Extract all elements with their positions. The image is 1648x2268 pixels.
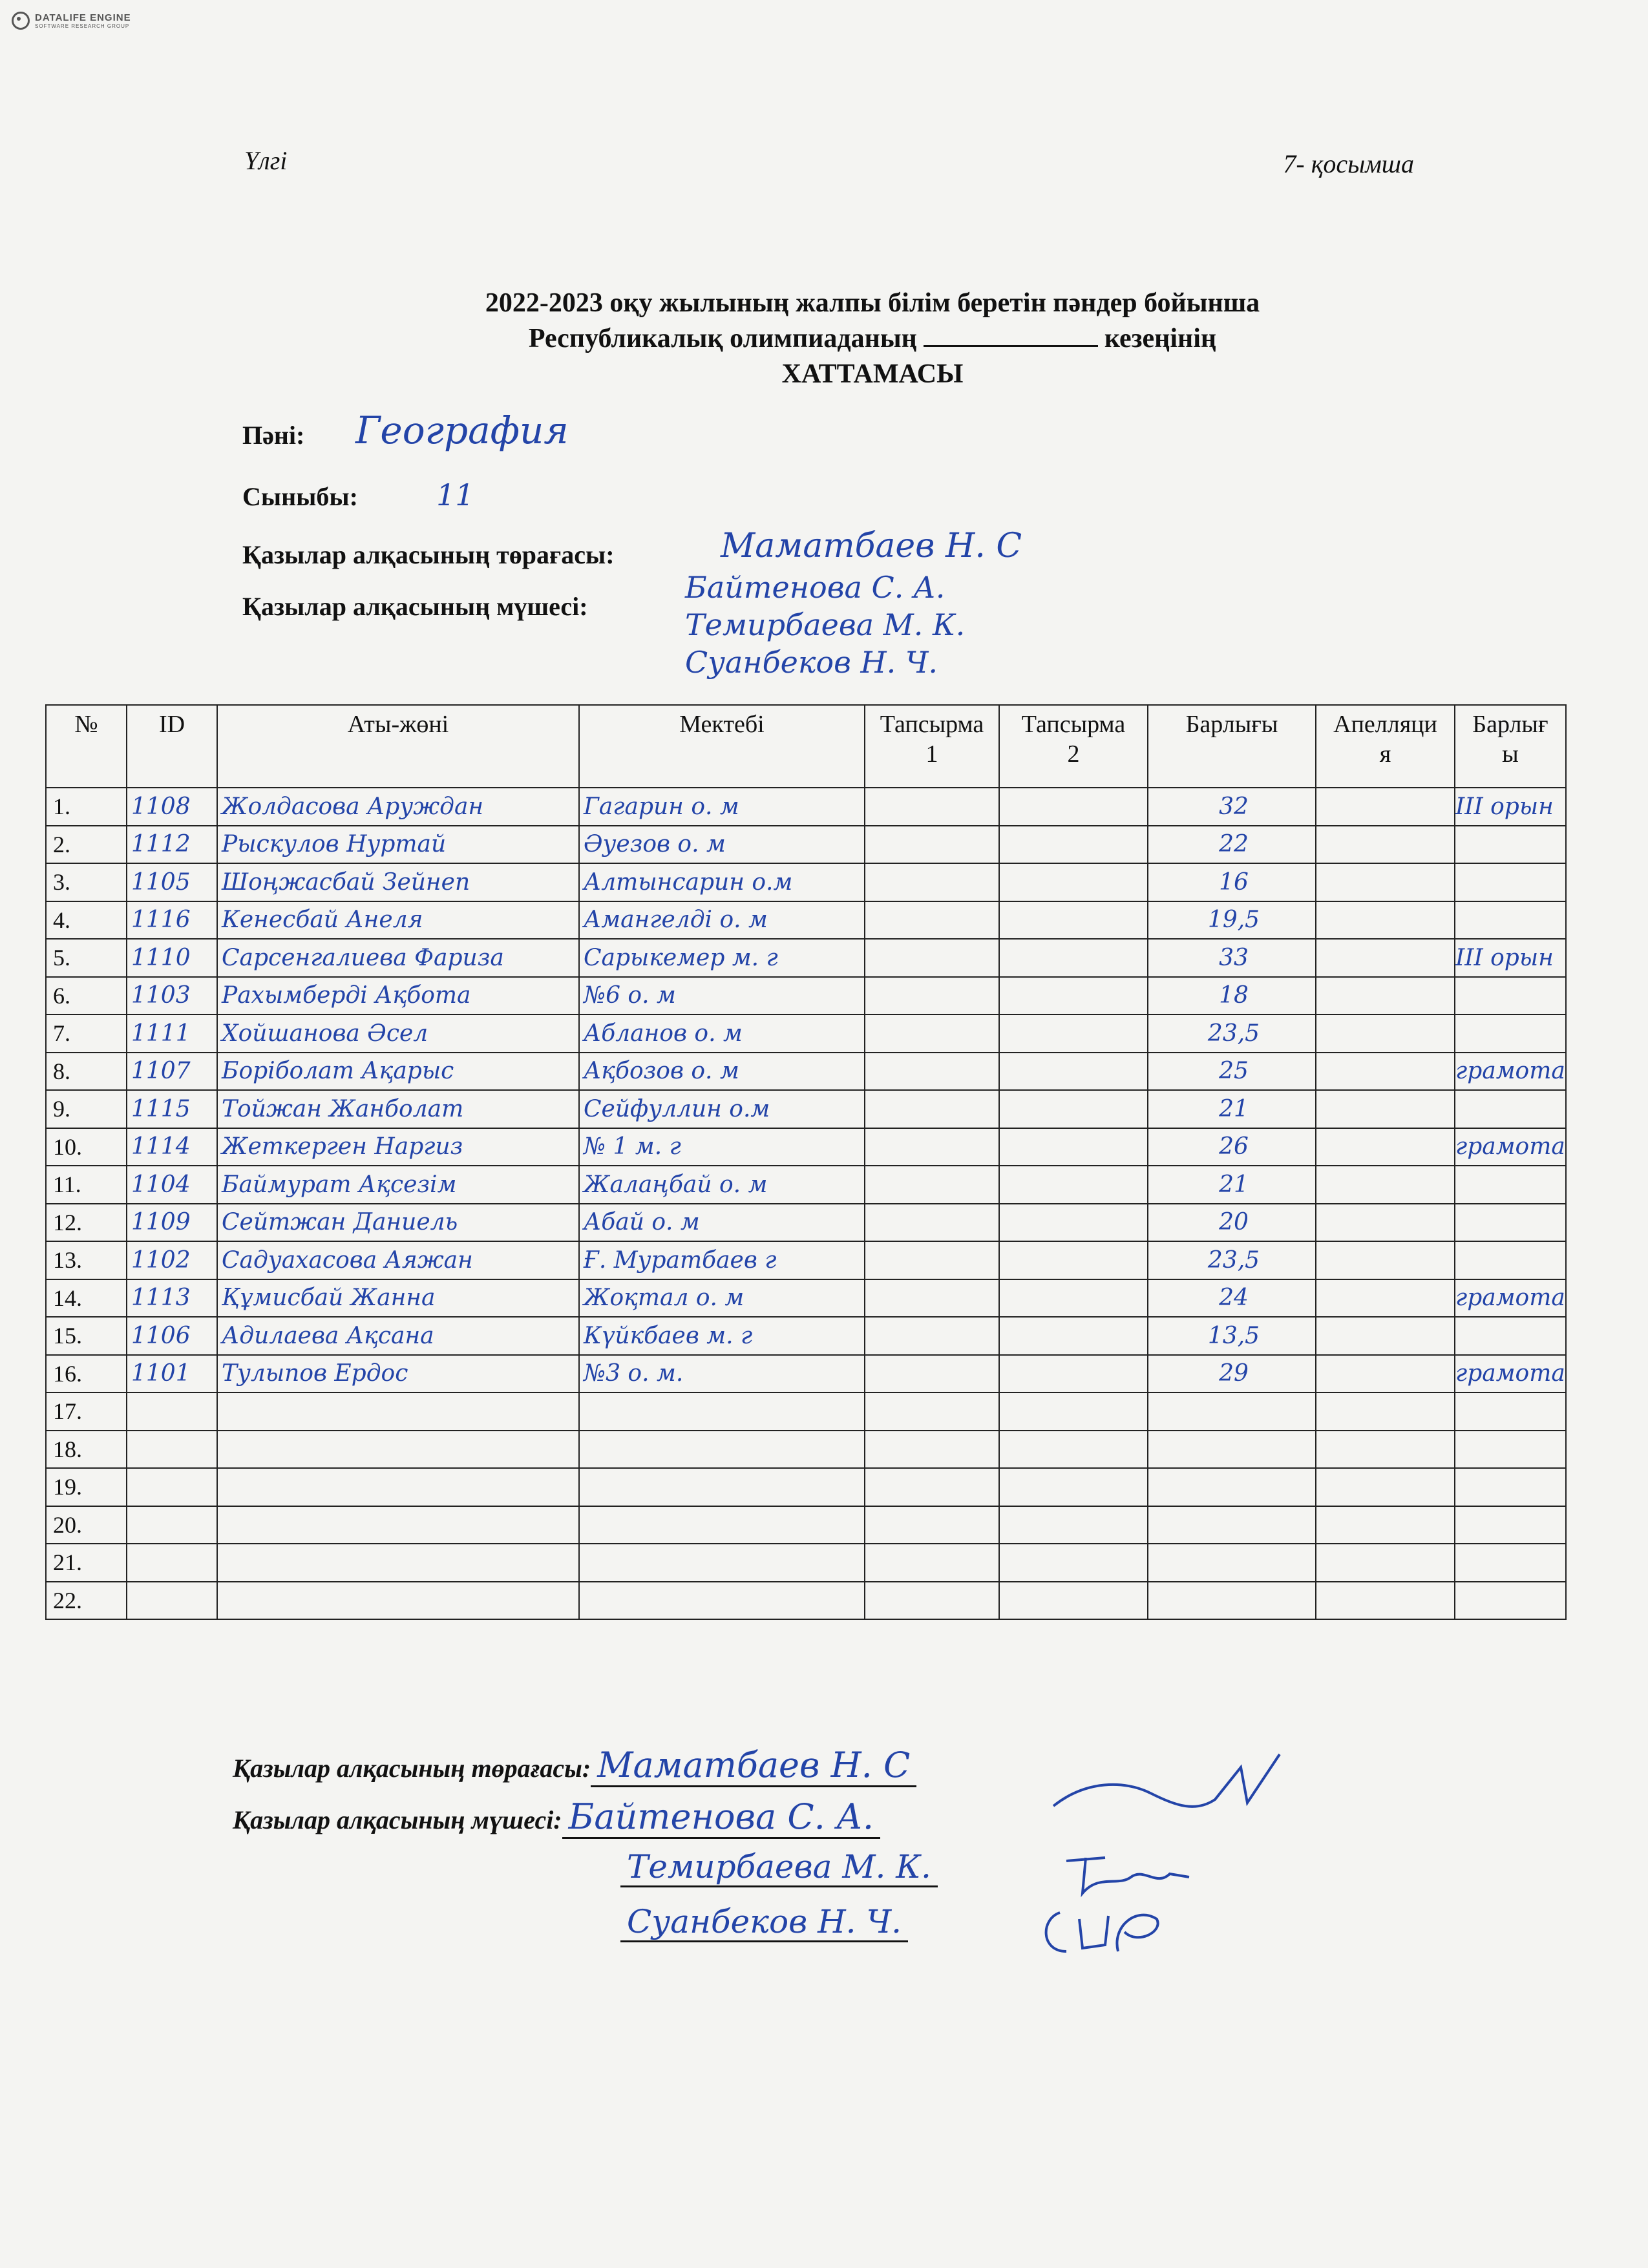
row-id (127, 1506, 217, 1544)
row-school: Әуезов о. м (579, 826, 865, 864)
row-school (579, 1468, 865, 1506)
row-name: Рыскулов Нуртай (217, 826, 579, 864)
row-total: 32 (1148, 788, 1316, 826)
row-task2 (999, 1468, 1148, 1506)
row-id: 1110 (127, 939, 217, 977)
row-number: 22. (46, 1582, 127, 1620)
subject-value: География (355, 408, 569, 452)
row-name: Сейтжан Даниель (217, 1204, 579, 1242)
row-task2 (999, 1431, 1148, 1469)
row-task2 (999, 788, 1148, 826)
member-name: Суанбеков Н. Ч. (685, 645, 938, 680)
row-id (127, 1468, 217, 1506)
signature-chair (233, 1745, 916, 1787)
row-note: грамота (1455, 1279, 1566, 1318)
row-school: №6 о. м (579, 977, 865, 1015)
member-list (685, 569, 965, 681)
row-total (1148, 1506, 1316, 1544)
row-task1 (865, 1355, 999, 1393)
row-name: Адилаева Ақсана (217, 1317, 579, 1355)
row-name: Кенесбай Анеля (217, 901, 579, 940)
row-total: 16 (1148, 863, 1316, 901)
row-school (579, 1544, 865, 1582)
row-appeal (1316, 1392, 1455, 1431)
table-row (46, 1582, 1566, 1620)
row-school: Абай о. м (579, 1204, 865, 1242)
row-school: Жалаңбай о. м (579, 1166, 865, 1204)
member-name: Байтенова С. А. (685, 570, 945, 605)
row-note (1455, 1166, 1566, 1204)
row-task2 (999, 1014, 1148, 1053)
table-row (46, 826, 1566, 864)
col-header-number: № (46, 705, 127, 788)
row-note (1455, 1317, 1566, 1355)
row-number: 2. (46, 826, 127, 864)
row-task1 (865, 1317, 999, 1355)
row-task2 (999, 863, 1148, 901)
row-appeal (1316, 1468, 1455, 1506)
row-school: № 1 м. г (579, 1128, 865, 1166)
row-task1 (865, 1506, 999, 1544)
row-number: 13. (46, 1241, 127, 1279)
row-school (579, 1392, 865, 1431)
row-id (127, 1431, 217, 1469)
row-total: 23,5 (1148, 1241, 1316, 1279)
doc-title-line2-end: кезеңінің (1104, 324, 1217, 353)
row-total: 33 (1148, 939, 1316, 977)
table-row (46, 1090, 1566, 1128)
watermark (12, 12, 131, 30)
row-appeal (1316, 1355, 1455, 1393)
table-row (46, 1053, 1566, 1091)
row-note (1455, 901, 1566, 940)
row-appeal (1316, 977, 1455, 1015)
row-name: Сарсенгалиева Фариза (217, 939, 579, 977)
row-number: 10. (46, 1128, 127, 1166)
col-header-name: Аты-жөні (217, 705, 579, 788)
row-task2 (999, 1279, 1148, 1318)
row-name (217, 1582, 579, 1620)
signature-mark-member (1034, 1893, 1183, 1964)
row-appeal (1316, 1431, 1455, 1469)
row-name (217, 1468, 579, 1506)
row-total (1148, 1392, 1316, 1431)
row-id: 1102 (127, 1241, 217, 1279)
results-table (45, 704, 1567, 1620)
row-name: Құмисбай Жанна (217, 1279, 579, 1318)
row-task2 (999, 1355, 1148, 1393)
row-appeal (1316, 901, 1455, 940)
row-number: 19. (46, 1468, 127, 1506)
row-total: 25 (1148, 1053, 1316, 1091)
table-row (46, 1204, 1566, 1242)
row-number: 7. (46, 1014, 127, 1053)
row-id: 1105 (127, 863, 217, 901)
row-task1 (865, 1392, 999, 1431)
row-note (1455, 1241, 1566, 1279)
row-task2 (999, 1053, 1148, 1091)
col-header-total: Барлығы (1148, 705, 1316, 788)
watermark-sub: SOFTWARE RESEARCH GROUP (35, 23, 130, 29)
row-total: 13,5 (1148, 1317, 1316, 1355)
table-row (46, 1241, 1566, 1279)
row-number: 8. (46, 1053, 127, 1091)
doc-title-line1: 2022-2023 оқу жылының жалпы білім беретін пәндер бойынша (485, 288, 1260, 318)
member-field (242, 591, 588, 622)
row-number: 4. (46, 901, 127, 940)
row-task2 (999, 1204, 1148, 1242)
table-row (46, 1317, 1566, 1355)
row-total: 21 (1148, 1166, 1316, 1204)
row-appeal (1316, 1582, 1455, 1620)
row-appeal (1316, 1128, 1455, 1166)
watermark-brand: DATALIFE ENGINE (35, 12, 131, 23)
row-id: 1103 (127, 977, 217, 1015)
row-note (1455, 1090, 1566, 1128)
subject-label: Пәні: (242, 421, 305, 450)
row-note (1455, 1468, 1566, 1506)
row-number: 15. (46, 1317, 127, 1355)
row-number: 14. (46, 1279, 127, 1318)
row-school: Ақбозов о. м (579, 1053, 865, 1091)
row-id: 1115 (127, 1090, 217, 1128)
row-task1 (865, 977, 999, 1015)
row-task2 (999, 901, 1148, 940)
row-school: Ғ. Муратбаев г (579, 1241, 865, 1279)
doc-title-line2-start: Республикалық олимпиаданың (528, 324, 917, 353)
sample-label: Үлгі (244, 146, 288, 175)
row-id: 1101 (127, 1355, 217, 1393)
row-task1 (865, 1053, 999, 1091)
row-task1 (865, 863, 999, 901)
row-total: 24 (1148, 1279, 1316, 1318)
row-name: Жеткерген Наргиз (217, 1128, 579, 1166)
row-note (1455, 1392, 1566, 1431)
col-header-final-total: Барлығы (1455, 705, 1566, 788)
row-total: 23,5 (1148, 1014, 1316, 1053)
row-appeal (1316, 1317, 1455, 1355)
signature-member-name: Байтенова С. А. (562, 1796, 880, 1839)
row-task1 (865, 1204, 999, 1242)
row-task1 (865, 1582, 999, 1620)
table-row (46, 1166, 1566, 1204)
row-task1 (865, 1014, 999, 1053)
row-task2 (999, 1241, 1148, 1279)
row-total: 18 (1148, 977, 1316, 1015)
signature-chair-label: Қазылар алқасының төрағасы: (233, 1754, 591, 1783)
row-id: 1104 (127, 1166, 217, 1204)
row-note (1455, 826, 1566, 864)
row-appeal (1316, 1506, 1455, 1544)
row-total: 19,5 (1148, 901, 1316, 940)
table-row (46, 1544, 1566, 1582)
row-name: Хойшанова Әсел (217, 1014, 579, 1053)
col-header-appeal: Апелляция (1316, 705, 1455, 788)
row-id: 1109 (127, 1204, 217, 1242)
appendix-label: 7- қосымша (1283, 149, 1414, 178)
row-number: 17. (46, 1392, 127, 1431)
row-note: III орын (1455, 788, 1566, 826)
row-note (1455, 863, 1566, 901)
row-name: Садуахасова Аяжан (217, 1241, 579, 1279)
row-task2 (999, 1582, 1148, 1620)
row-id: 1111 (127, 1014, 217, 1053)
watermark-logo-icon (12, 12, 30, 30)
row-school: Гагарин о. м (579, 788, 865, 826)
row-name (217, 1544, 579, 1582)
row-name: Боріболат Ақарыс (217, 1053, 579, 1091)
signature-member-name: Суанбеков Н. Ч. (620, 1903, 908, 1942)
row-task1 (865, 1468, 999, 1506)
row-id: 1112 (127, 826, 217, 864)
row-task1 (865, 939, 999, 977)
row-total: 22 (1148, 826, 1316, 864)
row-name (217, 1431, 579, 1469)
table-row (46, 1392, 1566, 1431)
row-total: 26 (1148, 1128, 1316, 1166)
signature-chair-name: Маматбаев Н. С (591, 1745, 916, 1787)
row-task2 (999, 1506, 1148, 1544)
table-row (46, 1431, 1566, 1469)
row-note (1455, 1506, 1566, 1544)
table-row (46, 977, 1566, 1015)
row-appeal (1316, 939, 1455, 977)
signature-mark-member (1060, 1848, 1209, 1900)
row-task1 (865, 788, 999, 826)
row-task2 (999, 1166, 1148, 1204)
row-note: грамота (1455, 1355, 1566, 1393)
row-task2 (999, 939, 1148, 977)
signature-mark-chair (1047, 1741, 1293, 1832)
row-task2 (999, 1392, 1148, 1431)
chair-label: Қазылар алқасының төрағасы: (242, 540, 615, 569)
row-total: 20 (1148, 1204, 1316, 1242)
row-school: Алтынсарин о.м (579, 863, 865, 901)
row-task2 (999, 1128, 1148, 1166)
row-task1 (865, 1128, 999, 1166)
chair-value: Маматбаев Н. С (721, 527, 1022, 565)
row-task1 (865, 1544, 999, 1582)
col-header-task2: Тапсырма 2 (999, 705, 1148, 788)
grade-label: Сыныбы: (242, 482, 358, 511)
row-task2 (999, 1544, 1148, 1582)
signature-member-line (620, 1848, 938, 1887)
row-school: Абланов о. м (579, 1014, 865, 1053)
row-task2 (999, 1090, 1148, 1128)
table-row (46, 1014, 1566, 1053)
row-appeal (1316, 826, 1455, 864)
row-note (1455, 1544, 1566, 1582)
row-id: 1113 (127, 1279, 217, 1318)
row-school: Жоқтал о. м (579, 1279, 865, 1318)
row-note: грамота (1455, 1128, 1566, 1166)
row-number: 20. (46, 1506, 127, 1544)
signature-member-label: Қазылар алқасының мүшесі: (233, 1805, 562, 1834)
chair-field (242, 527, 1022, 570)
table-row (46, 1355, 1566, 1393)
row-id: 1114 (127, 1128, 217, 1166)
row-id (127, 1582, 217, 1620)
row-id: 1116 (127, 901, 217, 940)
col-header-task1: Тапсырма 1 (865, 705, 999, 788)
row-name: Баймурат Ақсезім (217, 1166, 579, 1204)
row-name: Тулыпов Ердос (217, 1355, 579, 1393)
row-name: Рахымберді Ақбота (217, 977, 579, 1015)
table-row (46, 788, 1566, 826)
row-number: 12. (46, 1204, 127, 1242)
member-name: Темирбаева М. К. (685, 607, 966, 642)
row-number: 6. (46, 977, 127, 1015)
row-name (217, 1506, 579, 1544)
table-header-row (46, 705, 1566, 788)
row-total (1148, 1468, 1316, 1506)
row-task2 (999, 977, 1148, 1015)
table-row (46, 1468, 1566, 1506)
row-number: 3. (46, 863, 127, 901)
row-note (1455, 977, 1566, 1015)
row-id: 1108 (127, 788, 217, 826)
row-task1 (865, 826, 999, 864)
row-appeal (1316, 1279, 1455, 1318)
col-header-school: Мектебі (579, 705, 865, 788)
row-school: Сейфуллин о.м (579, 1090, 865, 1128)
row-note (1455, 1204, 1566, 1242)
doc-title-line2 (0, 323, 1648, 354)
subject-field (242, 408, 569, 452)
row-school (579, 1506, 865, 1544)
row-appeal (1316, 1204, 1455, 1242)
row-task1 (865, 1431, 999, 1469)
row-school: Күйкбаев м. г (579, 1317, 865, 1355)
row-number: 9. (46, 1090, 127, 1128)
row-number: 11. (46, 1166, 127, 1204)
signature-member-line (620, 1903, 908, 1942)
row-task1 (865, 901, 999, 940)
row-id (127, 1544, 217, 1582)
row-id (127, 1392, 217, 1431)
row-total: 29 (1148, 1355, 1316, 1393)
row-task1 (865, 1241, 999, 1279)
row-total (1148, 1544, 1316, 1582)
row-total: 21 (1148, 1090, 1316, 1128)
table-row (46, 1506, 1566, 1544)
row-appeal (1316, 1166, 1455, 1204)
row-school (579, 1431, 865, 1469)
row-appeal (1316, 788, 1455, 826)
row-appeal (1316, 1014, 1455, 1053)
row-note (1455, 1014, 1566, 1053)
doc-title-line3: ХАТТАМАСЫ (781, 359, 964, 389)
row-task1 (865, 1279, 999, 1318)
row-appeal (1316, 1053, 1455, 1091)
row-task2 (999, 826, 1148, 864)
table-row (46, 1128, 1566, 1166)
row-task2 (999, 1317, 1148, 1355)
row-appeal (1316, 1544, 1455, 1582)
col-header-id: ID (127, 705, 217, 788)
row-number: 5. (46, 939, 127, 977)
row-school: №3 о. м. (579, 1355, 865, 1393)
row-appeal (1316, 1090, 1455, 1128)
table-row (46, 1279, 1566, 1318)
signature-member (233, 1796, 880, 1839)
row-number: 18. (46, 1431, 127, 1469)
table-row (46, 901, 1566, 940)
row-task1 (865, 1166, 999, 1204)
row-name (217, 1392, 579, 1431)
row-school (579, 1582, 865, 1620)
row-note: грамота (1455, 1053, 1566, 1091)
stage-blank (924, 323, 1098, 347)
row-id: 1107 (127, 1053, 217, 1091)
row-number: 16. (46, 1355, 127, 1393)
row-number: 21. (46, 1544, 127, 1582)
row-id: 1106 (127, 1317, 217, 1355)
row-number: 1. (46, 788, 127, 826)
grade-value: 11 (436, 478, 474, 512)
row-name: Жолдасова Аруждан (217, 788, 579, 826)
signature-member-name: Темирбаева М. К. (620, 1848, 938, 1887)
row-total (1148, 1431, 1316, 1469)
row-name: Шоңжасбай Зейнеп (217, 863, 579, 901)
table-row (46, 863, 1566, 901)
table-row (46, 939, 1566, 977)
row-note (1455, 1582, 1566, 1620)
row-note (1455, 1431, 1566, 1469)
row-note: III орын (1455, 939, 1566, 977)
row-task1 (865, 1090, 999, 1128)
row-total (1148, 1582, 1316, 1620)
row-appeal (1316, 863, 1455, 901)
row-school: Сарыкемер м. г (579, 939, 865, 977)
grade-field (242, 478, 474, 512)
member-label: Қазылар алқасының мүшесі: (242, 592, 588, 621)
row-appeal (1316, 1241, 1455, 1279)
row-school: Амангелді о. м (579, 901, 865, 940)
row-name: Тойжан Жанболат (217, 1090, 579, 1128)
